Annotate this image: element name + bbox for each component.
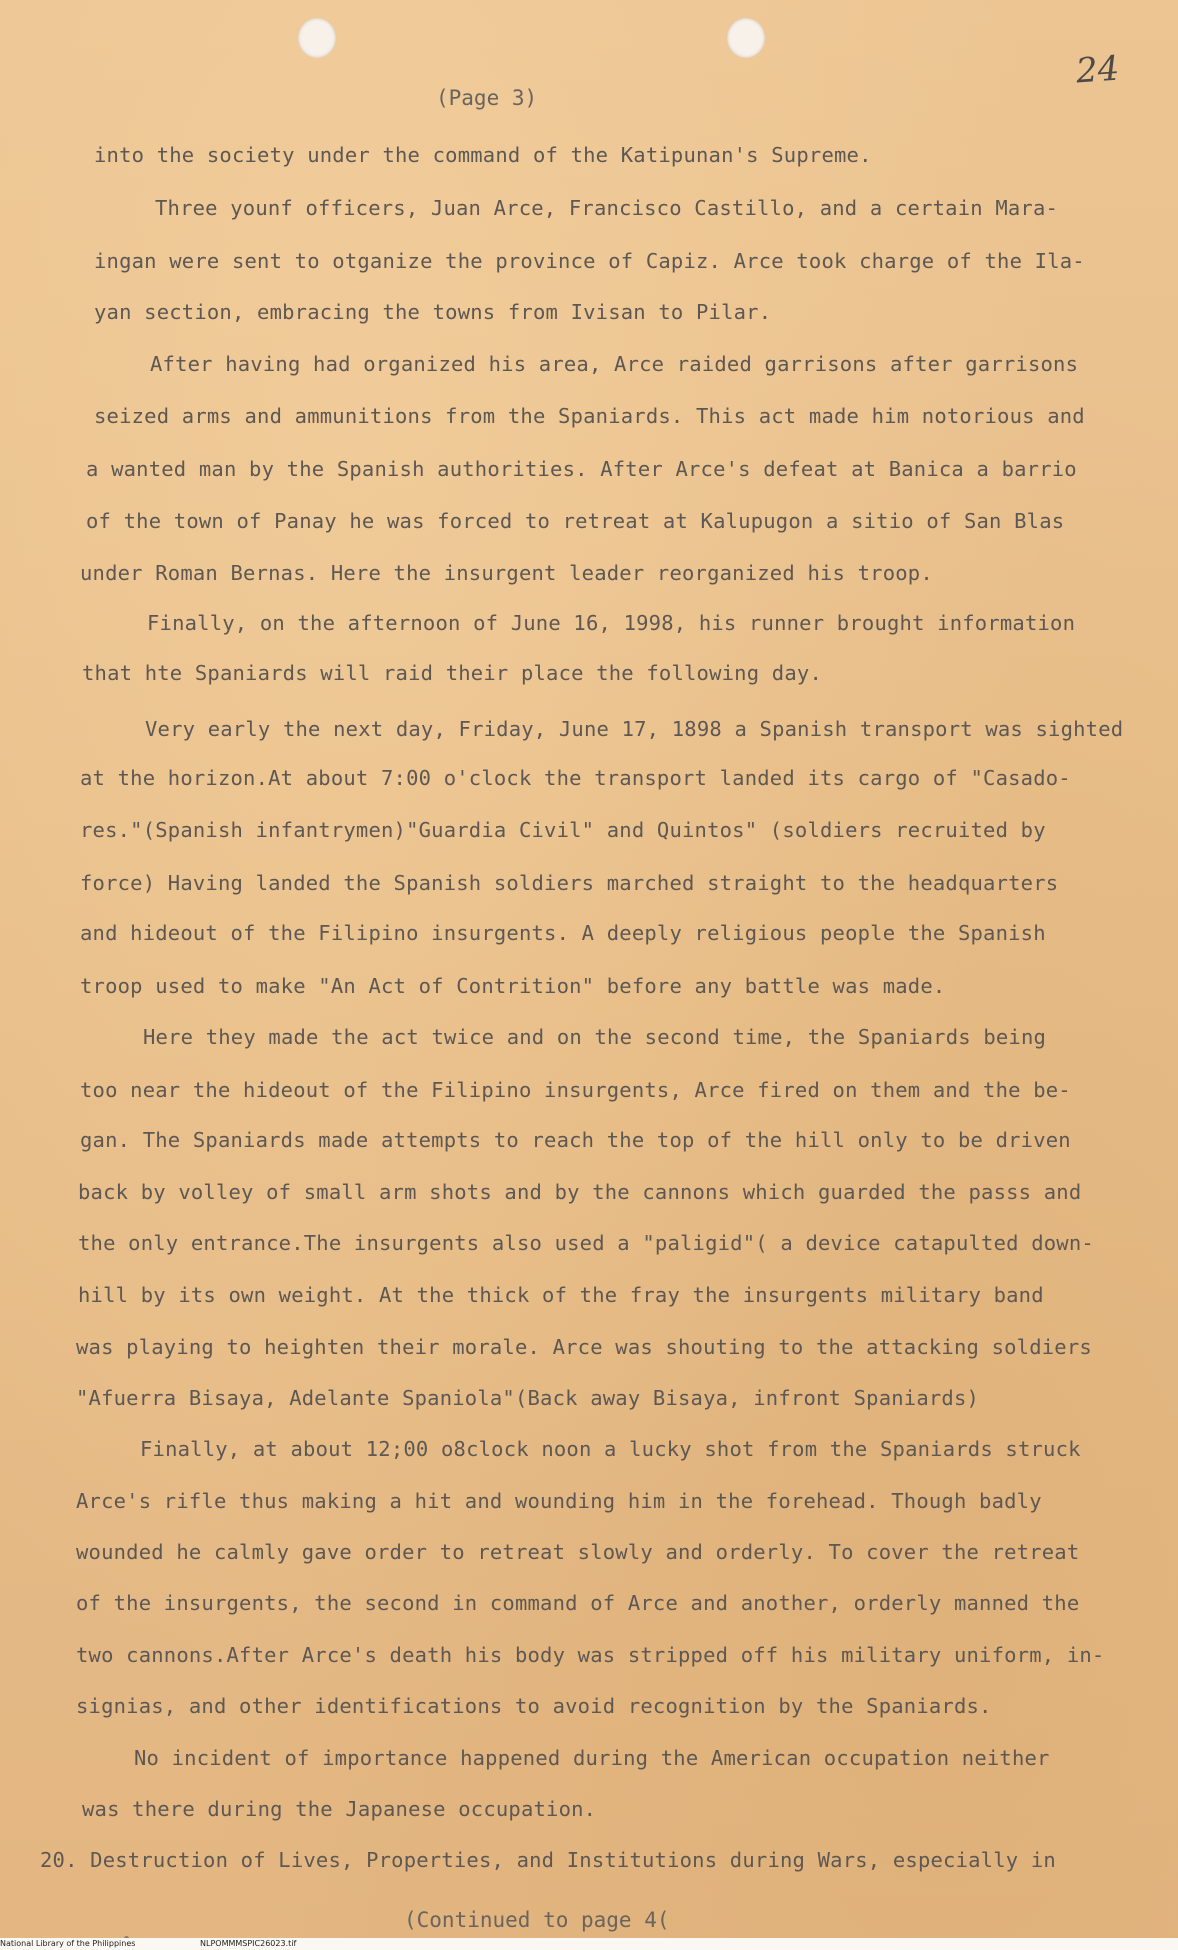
text-line: seized arms and ammunitions from the Spaniards. This act made him notorious and — [94, 404, 1085, 428]
continued-note: (Continued to page 4( — [404, 1908, 670, 1932]
text-line: signias, and other identifications to avoid recognition by the Spaniards. — [76, 1694, 992, 1718]
text-line: of the town of Panay he was forced to retreat at Kalupugon a sitio of San Blas — [86, 509, 1065, 533]
text-line: was playing to heighten their morale. Arce was shouting to the attacking soldiers — [76, 1335, 1092, 1359]
text-line: under Roman Bernas. Here the insurgent leader reorganized his troop. — [80, 561, 933, 585]
text-line: into the society under the command of the Katipunan's Supreme. — [94, 143, 872, 167]
text-line: Here they made the act twice and on the second time, the Spaniards being — [143, 1025, 1047, 1049]
text-line: yan section, embracing the towns from Ivisan to Pilar. — [94, 300, 772, 324]
text-line: back by volley of small arm shots and by the cannons which guarded the passs and — [78, 1180, 1082, 1204]
text-line: force) Having landed the Spanish soldiers marched straight to the headquarters — [80, 871, 1059, 895]
archive-footer — [0, 1938, 1178, 1950]
text-line: at the horizon.At about 7:00 o'clock the transport landed its cargo of "Casado- — [80, 766, 1071, 790]
text-line: of the insurgents, the second in command of Arce and another, orderly manned the — [76, 1591, 1080, 1615]
text-line: Arce's rifle thus making a hit and wounding him in the forehead. Though badly — [76, 1489, 1042, 1513]
archive-file-name: NLPOMMMSPIC26023.tif — [200, 1939, 297, 1948]
text-line: wounded he calmly gave order to retreat slowly and orderly. To cover the retreat — [76, 1540, 1080, 1564]
text-line: hill by its own weight. At the thick of the fray the insurgents military band — [78, 1283, 1044, 1307]
text-line: troop used to make "An Act of Contrition" before any battle was made. — [80, 974, 946, 998]
text-line: and hideout of the Filipino insurgents. A deeply religious people the Spanish — [80, 921, 1046, 945]
text-line: Finally, on the afternoon of June 16, 1998, his runner brought information — [147, 611, 1076, 635]
text-line: a wanted man by the Spanish authorities. After Arce's defeat at Banica a barrio — [86, 457, 1077, 481]
text-line: Three younf officers, Juan Arce, Francisco Castillo, and a certain Mara- — [155, 196, 1059, 220]
text-line: Very early the next day, Friday, June 17, 1898 a Spanish transport was sighted — [145, 717, 1124, 741]
page-header: (Page 3) — [436, 86, 538, 110]
text-line: that hte Spaniards will raid their place the following day. — [82, 661, 822, 685]
text-line: After having had organized his area, Arce raided garrisons after garrisons — [150, 352, 1079, 376]
text-line: too near the hideout of the Filipino insurgents, Arce fired on them and the be- — [80, 1078, 1071, 1102]
punch-hole-left — [298, 18, 336, 58]
text-line: res."(Spanish infantrymen)"Guardia Civil" and Quintos" (soldiers recruited by — [80, 818, 1046, 842]
section-heading-line: 20. Destruction of Lives, Properties, and Institutions during Wars, especially in — [40, 1848, 1056, 1872]
text-line: Finally, at about 12;00 o8clock noon a lucky shot from the Spaniards struck — [140, 1437, 1081, 1461]
text-line: gan. The Spaniards made attempts to reach the top of the hill only to be driven — [80, 1128, 1071, 1152]
text-line: two cannons.After Arce's death his body was stripped off his military uniform, in- — [76, 1643, 1105, 1667]
text-line: ingan were sent to otganize the province of Capiz. Arce took charge of the Ila- — [94, 249, 1085, 273]
punch-hole-right — [727, 18, 765, 58]
handwritten-page-number: 24 — [1074, 48, 1121, 92]
text-line: No incident of importance happened during the American occupation neither — [134, 1746, 1050, 1770]
archive-label: National Library of the Philippines — [0, 1939, 136, 1948]
text-line: was there during the Japanese occupation. — [82, 1797, 597, 1821]
text-line: the only entrance.The insurgents also used a "paligid"( a device catapulted down- — [78, 1231, 1094, 1255]
text-line: "Afuerra Bisaya, Adelante Spaniola"(Back away Bisaya, infront Spaniards) — [76, 1386, 980, 1410]
